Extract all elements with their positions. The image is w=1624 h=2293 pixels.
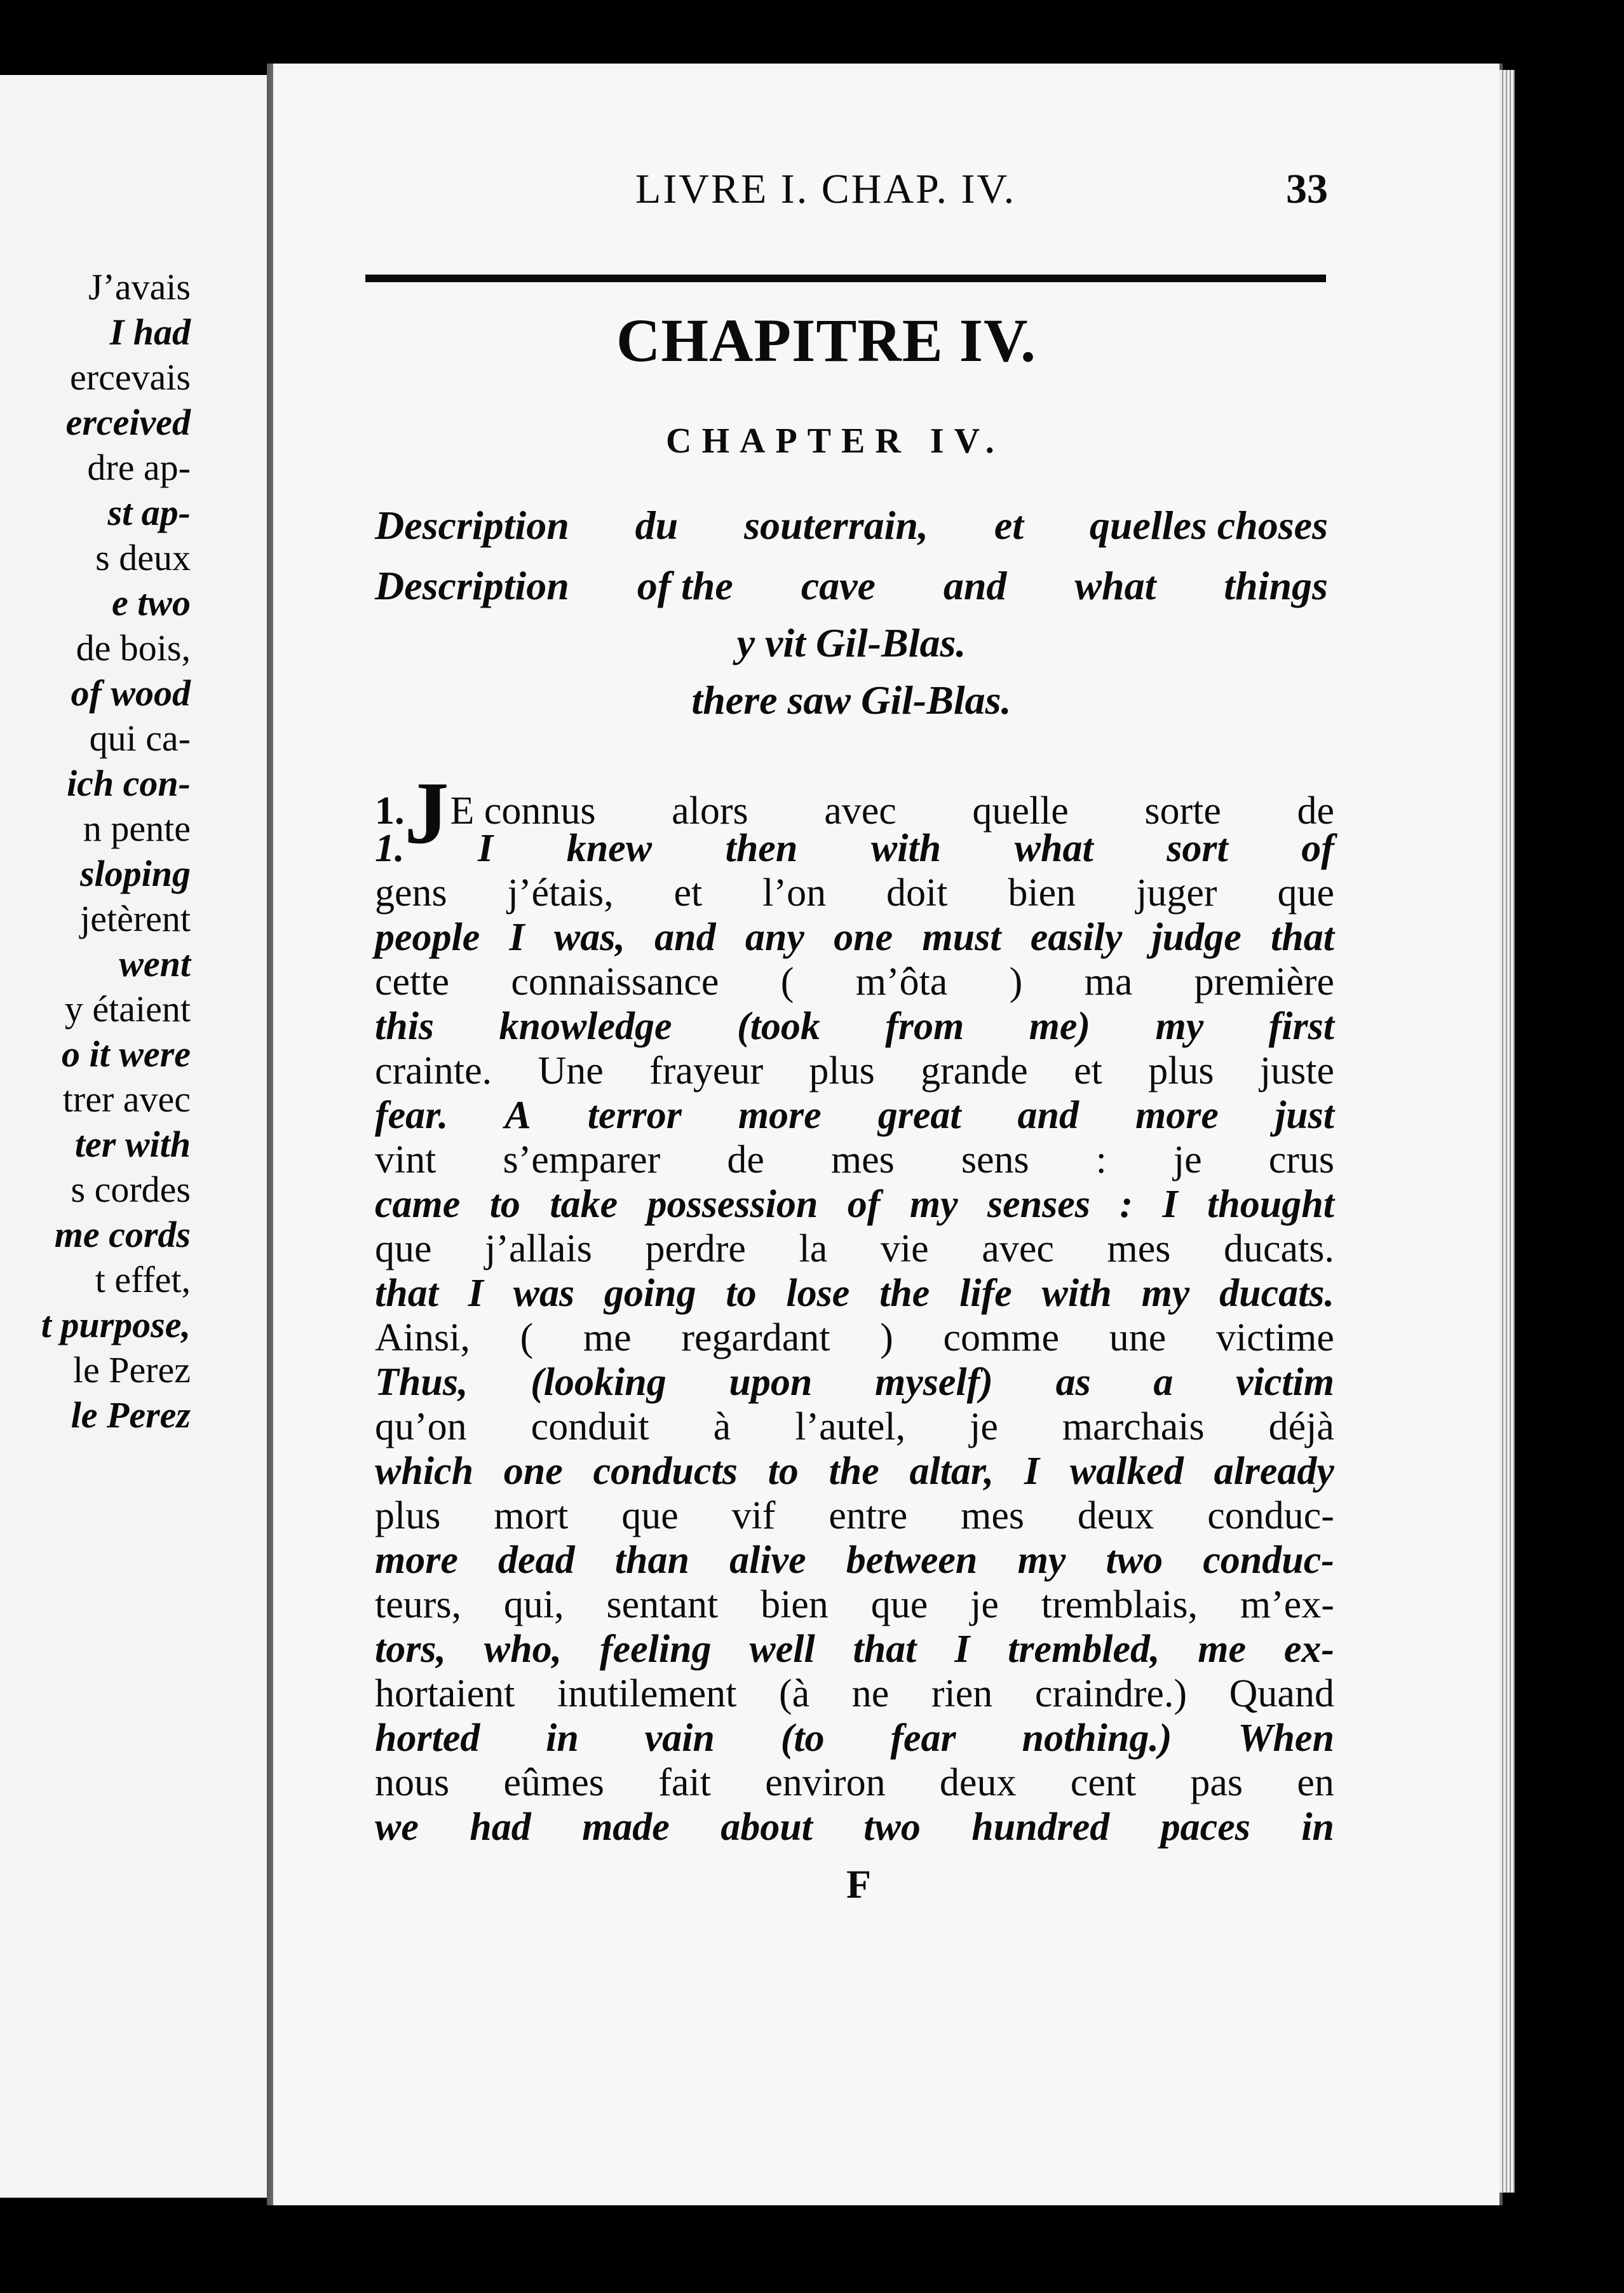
word: of (847, 1183, 881, 1226)
word: nothing.) (1022, 1717, 1172, 1760)
english-line (375, 1271, 1334, 1317)
word: what (1014, 827, 1093, 870)
signature-mark: F (846, 1861, 872, 1907)
word: victim (1236, 1361, 1334, 1404)
word: ducats. (1219, 1272, 1334, 1315)
english-line (375, 826, 1334, 872)
word: (to (780, 1717, 825, 1760)
word: 1. (375, 827, 405, 870)
left-page-fragment: J’avais (88, 266, 191, 308)
word: j’étais, (507, 871, 614, 915)
word: l’autel, (795, 1405, 906, 1448)
word: people (375, 916, 480, 959)
word: conducts (593, 1450, 738, 1493)
word: tors, (375, 1628, 446, 1671)
word: une (1109, 1316, 1167, 1359)
word: that (853, 1628, 917, 1671)
word: I (954, 1628, 970, 1671)
left-page-fragment: n pente (83, 808, 191, 849)
word: which (375, 1450, 474, 1493)
word: the (829, 1450, 879, 1493)
description-word: of the (637, 563, 733, 608)
word: avec (982, 1227, 1054, 1270)
word: any (745, 916, 804, 959)
word: the (879, 1272, 930, 1315)
word: then (725, 827, 798, 870)
word: E connus (450, 789, 596, 833)
left-page-fragment: qui ca- (89, 718, 191, 759)
word: de (1297, 789, 1334, 833)
word: que (1277, 871, 1334, 915)
word: was, (553, 916, 625, 959)
word: me) (1029, 1005, 1091, 1048)
word: bien (1008, 871, 1076, 915)
word: alive (729, 1539, 806, 1582)
facing-page-left (0, 75, 271, 2198)
left-page-fragment: ter with (74, 1124, 191, 1165)
description-line (375, 677, 1328, 728)
french-line (375, 1671, 1334, 1717)
word: (took (736, 1005, 820, 1048)
word: Quand (1229, 1672, 1334, 1715)
word: craindre.) (1034, 1672, 1188, 1715)
word: me (1198, 1628, 1247, 1671)
word: avec (824, 789, 897, 833)
word: than (614, 1539, 689, 1582)
left-page-fragment: of wood (71, 672, 191, 714)
left-page-fragment: t effet, (95, 1259, 191, 1300)
left-page-fragment: t purpose, (41, 1304, 191, 1345)
word: walked (1069, 1450, 1184, 1493)
word: m’ex- (1240, 1583, 1334, 1626)
description-line (375, 620, 1328, 670)
word: juste (1259, 1049, 1334, 1092)
word: to (489, 1183, 520, 1226)
french-line (375, 1138, 1334, 1183)
left-page-fragment: erceived (65, 402, 191, 443)
word: gens (375, 871, 447, 915)
word: s’emparer (503, 1138, 661, 1181)
left-page-fragment: jetèrent (80, 898, 191, 939)
word: Ainsi, (375, 1316, 470, 1359)
word: qu’on (375, 1405, 467, 1448)
french-line (375, 1049, 1334, 1094)
french-line (375, 871, 1334, 916)
word: one (503, 1450, 563, 1493)
word: frayeur (649, 1049, 764, 1092)
word: in (546, 1717, 579, 1760)
verse-number: 1. (375, 789, 405, 833)
left-page-fragment: ercevais (70, 357, 191, 398)
left-page-fragment: s cordes (71, 1169, 191, 1210)
description-word: there saw Gil-Blas. (691, 677, 1012, 723)
left-page-fragment: de bois, (76, 627, 191, 669)
english-line (375, 1538, 1334, 1584)
word: de (727, 1138, 764, 1181)
word: and (654, 916, 716, 959)
left-page-fragment: y étaient (64, 988, 191, 1030)
word: going (604, 1272, 696, 1315)
word: this (375, 1005, 435, 1048)
description-word: y vit Gil-Blas. (736, 620, 966, 665)
left-page-fragment: e two (111, 582, 191, 623)
word: possession (647, 1183, 818, 1226)
word: fait (658, 1761, 711, 1804)
word: my (1141, 1272, 1190, 1315)
description-word: Description (375, 563, 569, 608)
word: vif (731, 1494, 776, 1537)
word: conduc- (1203, 1539, 1334, 1582)
left-page-fragment: me cords (54, 1214, 191, 1255)
word: came (375, 1183, 461, 1226)
word: bien (761, 1583, 829, 1626)
word: l’on (762, 871, 827, 915)
word: ducats. (1224, 1227, 1334, 1270)
left-page-fragment: s deux (95, 537, 191, 578)
word: vain (644, 1717, 715, 1760)
word: I (1162, 1183, 1178, 1226)
word: sentant (606, 1583, 719, 1626)
word: à (713, 1405, 731, 1448)
word: we (375, 1806, 419, 1849)
word: already (1214, 1450, 1334, 1493)
word: sort (1167, 827, 1228, 870)
word: from (885, 1005, 964, 1048)
word: perdre (645, 1227, 746, 1270)
word: grande (921, 1049, 1028, 1092)
word: victime (1215, 1316, 1334, 1359)
word: horted (375, 1717, 480, 1760)
word: plus (809, 1049, 875, 1092)
word: between (846, 1539, 978, 1582)
word: fear (890, 1717, 956, 1760)
word: quelle (972, 789, 1069, 833)
english-line (375, 1627, 1334, 1673)
english-line (375, 1182, 1334, 1228)
word: sorte (1144, 789, 1221, 833)
word: with (870, 827, 942, 870)
word: j’allais (485, 1227, 592, 1270)
english-line (375, 1093, 1334, 1139)
word: had (470, 1806, 531, 1849)
english-line (375, 1360, 1334, 1406)
word: I (468, 1272, 484, 1315)
word: tremblais, (1041, 1583, 1198, 1626)
running-head: LIVRE I. CHAP. IV. (635, 166, 1017, 212)
word: déjà (1268, 1405, 1334, 1448)
chapter-title: CHAPITRE IV. (616, 306, 1037, 374)
left-page-fragment: sloping (79, 853, 191, 894)
word: life (959, 1272, 1012, 1315)
description-word: quelles choses (1089, 503, 1328, 548)
word: la (799, 1227, 828, 1270)
word: my (1017, 1539, 1066, 1582)
english-line (375, 1449, 1334, 1495)
word: première (1194, 960, 1334, 1004)
french-line (375, 1582, 1334, 1628)
word: as (1055, 1361, 1091, 1404)
english-line (375, 1004, 1334, 1050)
word: that (375, 1272, 438, 1315)
word: juger (1136, 871, 1217, 915)
left-page-fragment: le Perez (71, 1394, 191, 1436)
french-line (375, 1494, 1334, 1539)
word: A (504, 1094, 531, 1137)
word: conduit (531, 1405, 649, 1448)
word: my (909, 1183, 958, 1226)
word: comme (943, 1316, 1060, 1359)
word: ex- (1283, 1628, 1334, 1671)
french-line (375, 1227, 1334, 1272)
word: nous (375, 1761, 450, 1804)
word: mes (830, 1138, 895, 1181)
word: paces (1160, 1806, 1250, 1849)
word: feeling (599, 1628, 712, 1671)
word: altar, (909, 1450, 994, 1493)
word: terror (587, 1094, 682, 1137)
french-line (375, 1405, 1334, 1450)
word: great (877, 1094, 961, 1137)
word: I (478, 827, 494, 870)
word: mes (961, 1494, 1024, 1537)
word: upon (729, 1361, 813, 1404)
french-line (375, 960, 1334, 1005)
word: knew (566, 827, 653, 870)
word: Une (538, 1049, 604, 1092)
word: trembled, (1008, 1628, 1160, 1671)
description-word: du (635, 503, 679, 548)
word: conduc- (1207, 1494, 1334, 1537)
word: teurs, (375, 1583, 462, 1626)
word: : (1120, 1183, 1133, 1226)
word: thought (1207, 1183, 1334, 1226)
word: lose (786, 1272, 850, 1315)
page-number: 33 (1286, 166, 1328, 212)
word: eûmes (503, 1761, 604, 1804)
page-header (635, 165, 1328, 219)
word: with (1041, 1272, 1112, 1315)
word: regardant (681, 1316, 830, 1359)
word: take (550, 1183, 618, 1226)
word: well (749, 1628, 815, 1671)
word: que (375, 1227, 432, 1270)
word: mes (1107, 1227, 1171, 1270)
word: hortaient (375, 1672, 515, 1715)
english-line (375, 1716, 1334, 1762)
word: who, (484, 1628, 562, 1671)
word: doit (886, 871, 948, 915)
word: about (721, 1806, 813, 1849)
word: ) (1009, 960, 1023, 1004)
word: je (1173, 1138, 1202, 1181)
word: cette (375, 960, 450, 1004)
word: deux (1077, 1494, 1154, 1537)
word: I (509, 916, 525, 959)
description-word: Description (375, 503, 569, 548)
word: two (1106, 1539, 1163, 1582)
description-line (375, 502, 1328, 553)
word: crus (1268, 1138, 1334, 1181)
word: a (1153, 1361, 1174, 1404)
word: my (1155, 1005, 1204, 1048)
word: of (1301, 827, 1334, 870)
word: inutilement (557, 1672, 737, 1715)
word: senses (987, 1183, 1090, 1226)
word: ) (880, 1316, 893, 1359)
left-page-fragment: trer avec (62, 1078, 191, 1120)
word: mort (494, 1494, 569, 1537)
description-word: cave (801, 563, 876, 608)
word: et (673, 871, 703, 915)
drop-cap: J (404, 764, 449, 862)
word: just (1275, 1094, 1334, 1137)
word: et (1074, 1049, 1102, 1092)
word: rien (931, 1672, 993, 1715)
word: deux (939, 1761, 1017, 1804)
left-page-fragment: st ap- (107, 492, 191, 533)
word: ( (520, 1316, 534, 1359)
word: connaissance (511, 960, 719, 1004)
word: vint (375, 1138, 436, 1181)
word: and (1017, 1094, 1079, 1137)
description-word: things (1224, 563, 1328, 608)
chapter-subtitle: CHAPTER IV. (666, 421, 1005, 461)
word: more (1135, 1094, 1219, 1137)
word: : (1095, 1138, 1107, 1181)
word: Thus, (375, 1361, 468, 1404)
word: more (375, 1539, 458, 1582)
word: vie (880, 1227, 929, 1270)
word: (looking (531, 1361, 667, 1404)
word: en (1297, 1761, 1334, 1804)
word: ma (1084, 960, 1133, 1004)
word: entre (829, 1494, 908, 1537)
word: marchais (1062, 1405, 1205, 1448)
french-line (375, 1760, 1334, 1806)
left-page-fragment: dre ap- (87, 447, 191, 488)
left-page-fragment: went (119, 943, 191, 984)
description-word: souterrain, (744, 503, 928, 548)
word: two (863, 1806, 921, 1849)
word: dead (498, 1539, 575, 1582)
left-page-fragment: le Perez (72, 1349, 191, 1391)
word: environ (765, 1761, 886, 1804)
word: to (768, 1450, 799, 1493)
word: in (1301, 1806, 1334, 1849)
word: knowledge (499, 1005, 672, 1048)
word: When (1238, 1717, 1334, 1760)
word: m’ôta (855, 960, 948, 1004)
word: first (1268, 1005, 1334, 1048)
word: sens (961, 1138, 1029, 1181)
description-word: and (943, 563, 1007, 608)
word: judge (1151, 916, 1242, 959)
word: hundred (971, 1806, 1110, 1849)
word: que (621, 1494, 679, 1537)
word: cent (1070, 1761, 1137, 1804)
french-line (375, 1316, 1334, 1361)
left-page-fragment: ich con- (67, 763, 191, 804)
word: je (970, 1583, 999, 1626)
word: was (513, 1272, 575, 1315)
word: pas (1190, 1761, 1243, 1804)
word: plus (1148, 1049, 1214, 1092)
word: crainte. (375, 1049, 492, 1092)
word: myself) (875, 1361, 993, 1404)
word: made (582, 1806, 670, 1849)
word: plus (375, 1494, 441, 1537)
word: one (834, 916, 893, 959)
header-rule (365, 275, 1326, 282)
word: ( (780, 960, 794, 1004)
word: more (738, 1094, 822, 1137)
description-word: et (994, 503, 1024, 548)
word: that (1271, 916, 1334, 959)
word: I (1024, 1450, 1040, 1493)
word: to (726, 1272, 757, 1315)
word: qui, (503, 1583, 564, 1626)
description-word: what (1074, 563, 1156, 608)
description-line (375, 562, 1328, 613)
word: ne (851, 1672, 890, 1715)
word: que (870, 1583, 928, 1626)
left-page-fragment: o it were (62, 1033, 191, 1075)
word: me (583, 1316, 632, 1359)
word: easily (1030, 916, 1123, 959)
word: (à (778, 1672, 810, 1715)
word: alors (672, 789, 748, 833)
word: je (970, 1405, 998, 1448)
word: must (922, 916, 1001, 959)
page-edges (1499, 70, 1515, 2193)
english-line (375, 915, 1334, 961)
left-page-fragment: I had (109, 311, 191, 353)
english-line (375, 1805, 1334, 1851)
word: fear. (375, 1094, 449, 1137)
